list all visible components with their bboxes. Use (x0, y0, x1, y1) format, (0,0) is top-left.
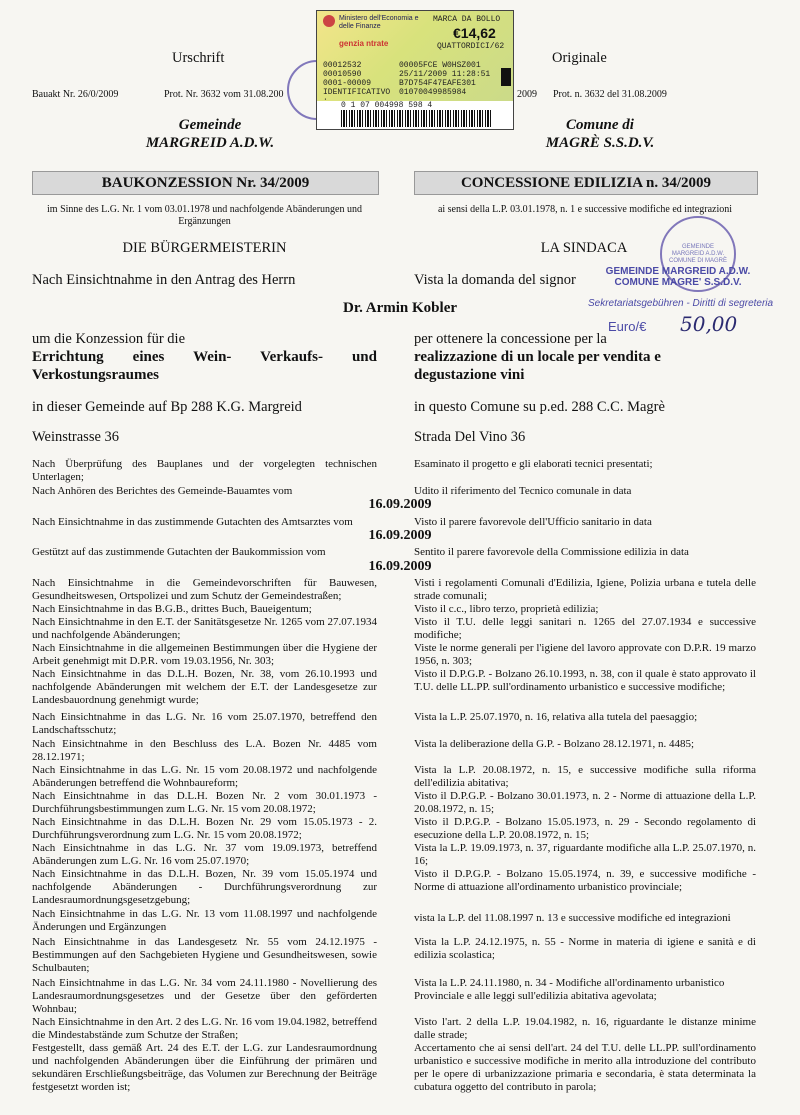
legal-basis-de: im Sinne des L.G. Nr. 1 vom 03.01.1978 und nachfolgende Abänderungen und Ergänzungen (47, 204, 362, 227)
clause-it: Vista la L.P. 24.12.1975, n. 55 - Norme in materia di igiene e sanità e di edilizia scolastica; (414, 936, 756, 961)
clause-it: Vista la L.P. 24.11.1980, n. 34 - Modifiche all'ordinamento urbanistico Provinciale e alle leggi sull'edilizia abitativa agevolata; (414, 977, 725, 1002)
clause-it: Accertamento che ai sensi dell'art. 24 del T.U. delle LL.PP. sull'ordinamento urbanistico e successive modifiche in merito alla introduzione del contributo per le opere di urbanizzazione primaria e secondaria, è stata determinata la cubatura oggetto del contributo in parola; (414, 1042, 756, 1093)
clause-it: Visto il D.P.G.P. - Bolzano 15.05.1974, n. 39, e successive modifiche - Norme di attuazione all'ordinamento urbanistico provinciale; (414, 868, 756, 893)
clause-it: Visti i regolamenti Comunali d'Edilizia, Igiene, Polizia urbana e tutela delle strade comunali; (414, 577, 756, 602)
request-de: Nach Einsichtnahme in den Antrag des Herrn (32, 272, 296, 288)
protocol-it: Prot. n. 3632 del 31.08.2009 (553, 89, 667, 100)
comune-line1: Comune di (566, 117, 634, 133)
clause-de: Nach Überprüfung des Bauplanes und der vorgelegten technischen Unterlagen; (32, 458, 377, 483)
purpose-de: Errichtung eines Wein- Verkaufs- und Verkostungsraumes (32, 349, 377, 383)
clause-de: Nach Einsichtnahme in das L.G. Nr. 16 vom 25.07.1970, betreffend den Landschaftsschutz; (32, 711, 377, 736)
clause-de: Nach Einsichtnahme in das D.L.H. Bozen Nr. 29 vom 15.05.1973 - 2. Durchführungsverordnung zum L.G. Nr. 15 vom 20.08.1972; (32, 816, 377, 841)
purpose-intro-it: per ottenere la concessione per la (414, 331, 607, 347)
revenue-stamp (316, 10, 514, 130)
clause-de: Nach Einsichtnahme in das L.G. Nr. 15 vom 20.08.1972 und nachfolgende Abänderungen betreffend die Wohnbaureform; (32, 764, 377, 789)
emblem-icon (323, 15, 335, 27)
legal-basis-it: ai sensi della L.P. 03.01.1978, n. 1 e successive modifiche ed integrazioni (437, 204, 733, 215)
clause-de: Nach Einsichtnahme in die Gemeindevorschriften für Bauwesen, Gesundheitswesen, Ortspolizei und zum Schutz der Gemeindestraßen; (32, 577, 377, 602)
clause-it: Vista la L.P. 20.08.1972, n. 15, e successive modifiche sulla riforma dell'edilizia abitativa; (414, 764, 756, 789)
street-de: Weinstrasse 36 (32, 429, 120, 445)
stamp-barcode-area (317, 101, 513, 129)
stamp-code: 00012532 (323, 61, 362, 70)
location-it: in questo Comune su p.ed. 288 C.C. Magrè (414, 399, 665, 415)
clause-it: Visto il D.P.G.P. - Bolzano 15.05.1973, n. 29 - Secondo regolamento di esecuzione della L.P. 20.08.1972, n. 15; (414, 816, 756, 841)
clause-it: Vista la deliberazione della G.P. - Bolzano 28.12.1971, n. 4485; (414, 738, 695, 750)
purpose-intro-de: um die Konzession für die (32, 331, 186, 347)
applicant-name: Dr. Armin Kobler (342, 300, 458, 316)
gemeinde-line1: Gemeinde (178, 117, 242, 133)
stamp-amount: €14,62 (453, 25, 496, 41)
gemeinde-heading (120, 116, 300, 152)
date-building-office: 16.09.2009 (368, 497, 432, 512)
clause-de: Nach Einsichtnahme in das L.G. Nr. 13 vom 11.08.1997 und nachfolgende Änderungen und Ergänzungen (32, 908, 377, 933)
fee-euro-label: Euro/€ (608, 319, 647, 334)
clause-de: Nach Einsichtnahme in das D.L.H. Bozen, Nr. 38, vom 26.10.1993 und nachfolgende Abänderungen mit welchem der E.T. der Landesgesetze zur Landesbauordnung genehmigt wurde; (32, 668, 377, 706)
clause-de: Nach Einsichtnahme in das Landesgesetz Nr. 55 vom 24.12.1975 - Bestimmungen auf den Sachgebieten Hygiene und Gesundheitswesen, sowie Schulbauten; (32, 936, 377, 974)
gemeinde-line2: MARGREID A.D.W. (145, 135, 275, 151)
stamp-amount-words: QUATTORDICI/62 (437, 42, 505, 51)
stamp-code: 25/11/2009 11:28:51 (399, 70, 491, 79)
clause-it: Visto il parere favorevole dell'Ufficio sanitario in data (414, 516, 652, 528)
street-it: Strada Del Vino 36 (414, 429, 526, 445)
clause-de: Nach Einsichtnahme in den Beschluss des L.A. Bozen Nr. 4485 vom 28.12.1971; (32, 738, 377, 763)
barcode-number: 0 1 07 004998 598 4 (341, 101, 433, 110)
comune-heading (500, 116, 700, 152)
protocol-year-fragment: 2009 (517, 89, 537, 100)
mayor-it: LA SINDACA (540, 240, 628, 256)
clause-it: Visto il D.P.G.P. - Bolzano 30.01.1973, n. 2 - Norme di attuazione della L.P. 20.08.1972, n. 15; (414, 790, 756, 815)
clause-it: Udito il riferimento del Tecnico comunale in data (414, 485, 632, 497)
clause-de: Festgestellt, dass gemäß Art. 24 des E.T. der L.G. zur Landesraumordnung und nachfolgenden Abänderungen über die Einführung der primären und sekundären Erschließungsbeiträge, das Volumen zur Berechnung der Beiträge festgesetzt worden ist; (32, 1042, 377, 1093)
date-health-office: 16.09.2009 (368, 528, 432, 543)
clause-de: Nach Einsichtnahme in den Art. 2 des L.G. Nr. 16 vom 19.04.1982, betreffend die Mindestabstände zum Schutze der Straßen; (32, 1016, 377, 1041)
title-de: BAUKONZESSION Nr. 34/2009 (32, 171, 379, 195)
clause-de: Nach Einsichtnahme in das zustimmende Gutachten des Amtsarztes vom (32, 516, 353, 528)
clause-de: Gestützt auf das zustimmende Gutachten der Baukommission vom (32, 546, 326, 558)
clause-de: Nach Einsichtnahme in das L.G. Nr. 37 vom 19.09.1973, betreffend Abänderungen zum L.G. Nr. 16 vom 25.07.1970; (32, 842, 377, 867)
comune-line2: MAGRÈ S.S.D.V. (545, 135, 655, 151)
clause-de: Nach Einsichtnahme in das L.G. Nr. 34 vom 24.11.1980 - Novellierung des Landesraumordnungsgesetzes und der Gesetze über den geförderten Wohnbau; (32, 977, 377, 1015)
title-it: CONCESSIONE EDILIZIA n. 34/2009 (414, 171, 758, 195)
stamp-codes-left (323, 61, 393, 106)
date-building-commission: 16.09.2009 (368, 559, 432, 574)
clause-it: vista la L.P. del 11.08.1997 n. 13 e successive modifiche ed integrazioni (414, 912, 731, 924)
mayor-de: DIE BÜRGERMEISTERIN (122, 240, 287, 256)
stamp-code: IDENTIFICATIVO (323, 88, 391, 97)
stamp-codes-right (399, 61, 509, 97)
clause-de: Nach Einsichtnahme in das D.L.H. Bozen Nr. 2 vom 30.01.1973 - Durchführungsbestimmungen zum L.G. Nr. 15 vom 20.08.1972; (32, 790, 377, 815)
originale-label: Originale (552, 50, 607, 66)
bauakt-number: Bauakt Nr. 26/0/2009 (32, 89, 119, 100)
clause-it: Visto il D.P.G.P. - Bolzano 26.10.1993, n. 38, con il quale è stato approvato il T.U. delle LL.PP. sull'ordinamento urbanistico e successive modifiche; (414, 668, 756, 693)
clause-it: Vista la L.P. 19.09.1973, n. 37, riguardante modifiche alla L.P. 25.07.1970, n. 16; (414, 842, 756, 867)
clause-it: Visto il T.U. delle leggi sanitari n. 1265 del 27.07.1934 e successive modifiche; (414, 616, 756, 641)
barcode (341, 110, 491, 127)
fee-stamp-subtitle: Sekretariatsgebühren - Diritti di segreteria (588, 298, 774, 309)
stamp-code: 00010590 (323, 70, 362, 79)
stamp-code: B7D754F47EAFE301 (399, 79, 476, 88)
clause-it: Esaminato il progetto e gli elaborati tecnici presentati; (414, 458, 653, 470)
clause-de: Nach Einsichtnahme in das B.G.B., drittes Buch, Baueigentum; (32, 603, 312, 615)
clause-it: Vista la L.P. 25.07.1970, n. 16, relativa alla tutela del paesaggio; (414, 711, 698, 723)
stamp-code: 0001-00009 (323, 79, 372, 88)
clause-de: Nach Einsichtnahme in das D.L.H. Bozen, Nr. 39 vom 15.05.1974 und nachfolgende Abänderungen - Durchführungsverordnung zur Landesraumordnungsgesetzgebung; (32, 868, 377, 906)
purpose-it: realizzazione di un locale per vendita e degustazione vini (414, 349, 661, 383)
protocol-de: Prot. Nr. 3632 vom 31.08.200 (164, 89, 284, 100)
seal-text: GEMEINDE MARGREID A.D.W. COMUNE DI MAGRÈ (668, 244, 727, 264)
request-it: Vista la domanda del signor (414, 272, 576, 288)
urschrift-label: Urschrift (172, 50, 225, 66)
clause-it: Sentito il parere favorevole della Commissione edilizia in data (414, 546, 689, 558)
clause-it: Visto il c.c., libro terzo, proprietà edilizia; (414, 603, 599, 615)
clause-it: Visto l'art. 2 della L.P. 19.04.1982, n. 16, riguardante le distanze minime dalle strade; (414, 1016, 756, 1041)
clause-it: Viste le norme generali per l'igiene del lavoro approvate con D.P.R. 19 marzo 1956, n. 303; (414, 642, 756, 667)
stamp-kind: MARCA DA BOLLO (433, 15, 501, 24)
stamp-black-mark (501, 68, 511, 86)
fee-stamp-header: GEMEINDE MARGREID A.D.W. COMUNE MAGRE' S.S.D.V. (605, 266, 751, 288)
stamp-agency: genzia ntrate (339, 39, 389, 48)
clause-de: Nach Anhören des Berichtes des Gemeinde-Bauamtes vom (32, 485, 293, 497)
location-de: in dieser Gemeinde auf Bp 288 K.G. Margreid (32, 399, 302, 415)
stamp-code: 00005FCE W0HSZ001 (399, 61, 481, 70)
clause-de: Nach Einsichtnahme in die allgemeinen Bestimmungen über die Hygiene der Arbeit genehmigt mit D.P.R. vom 19.03.1956, Nr. 303; (32, 642, 377, 667)
stamp-code: 01070049985984 (399, 88, 467, 97)
clause-de: Nach Einsichtnahme in den E.T. der Sanitätsgesetze Nr. 1265 vom 27.07.1934 und nachfolgende Abänderungen; (32, 616, 377, 641)
fee-amount: 50,00 (680, 312, 738, 336)
stamp-ministry: Ministero dell'Economia e delle Finanze (339, 15, 419, 30)
